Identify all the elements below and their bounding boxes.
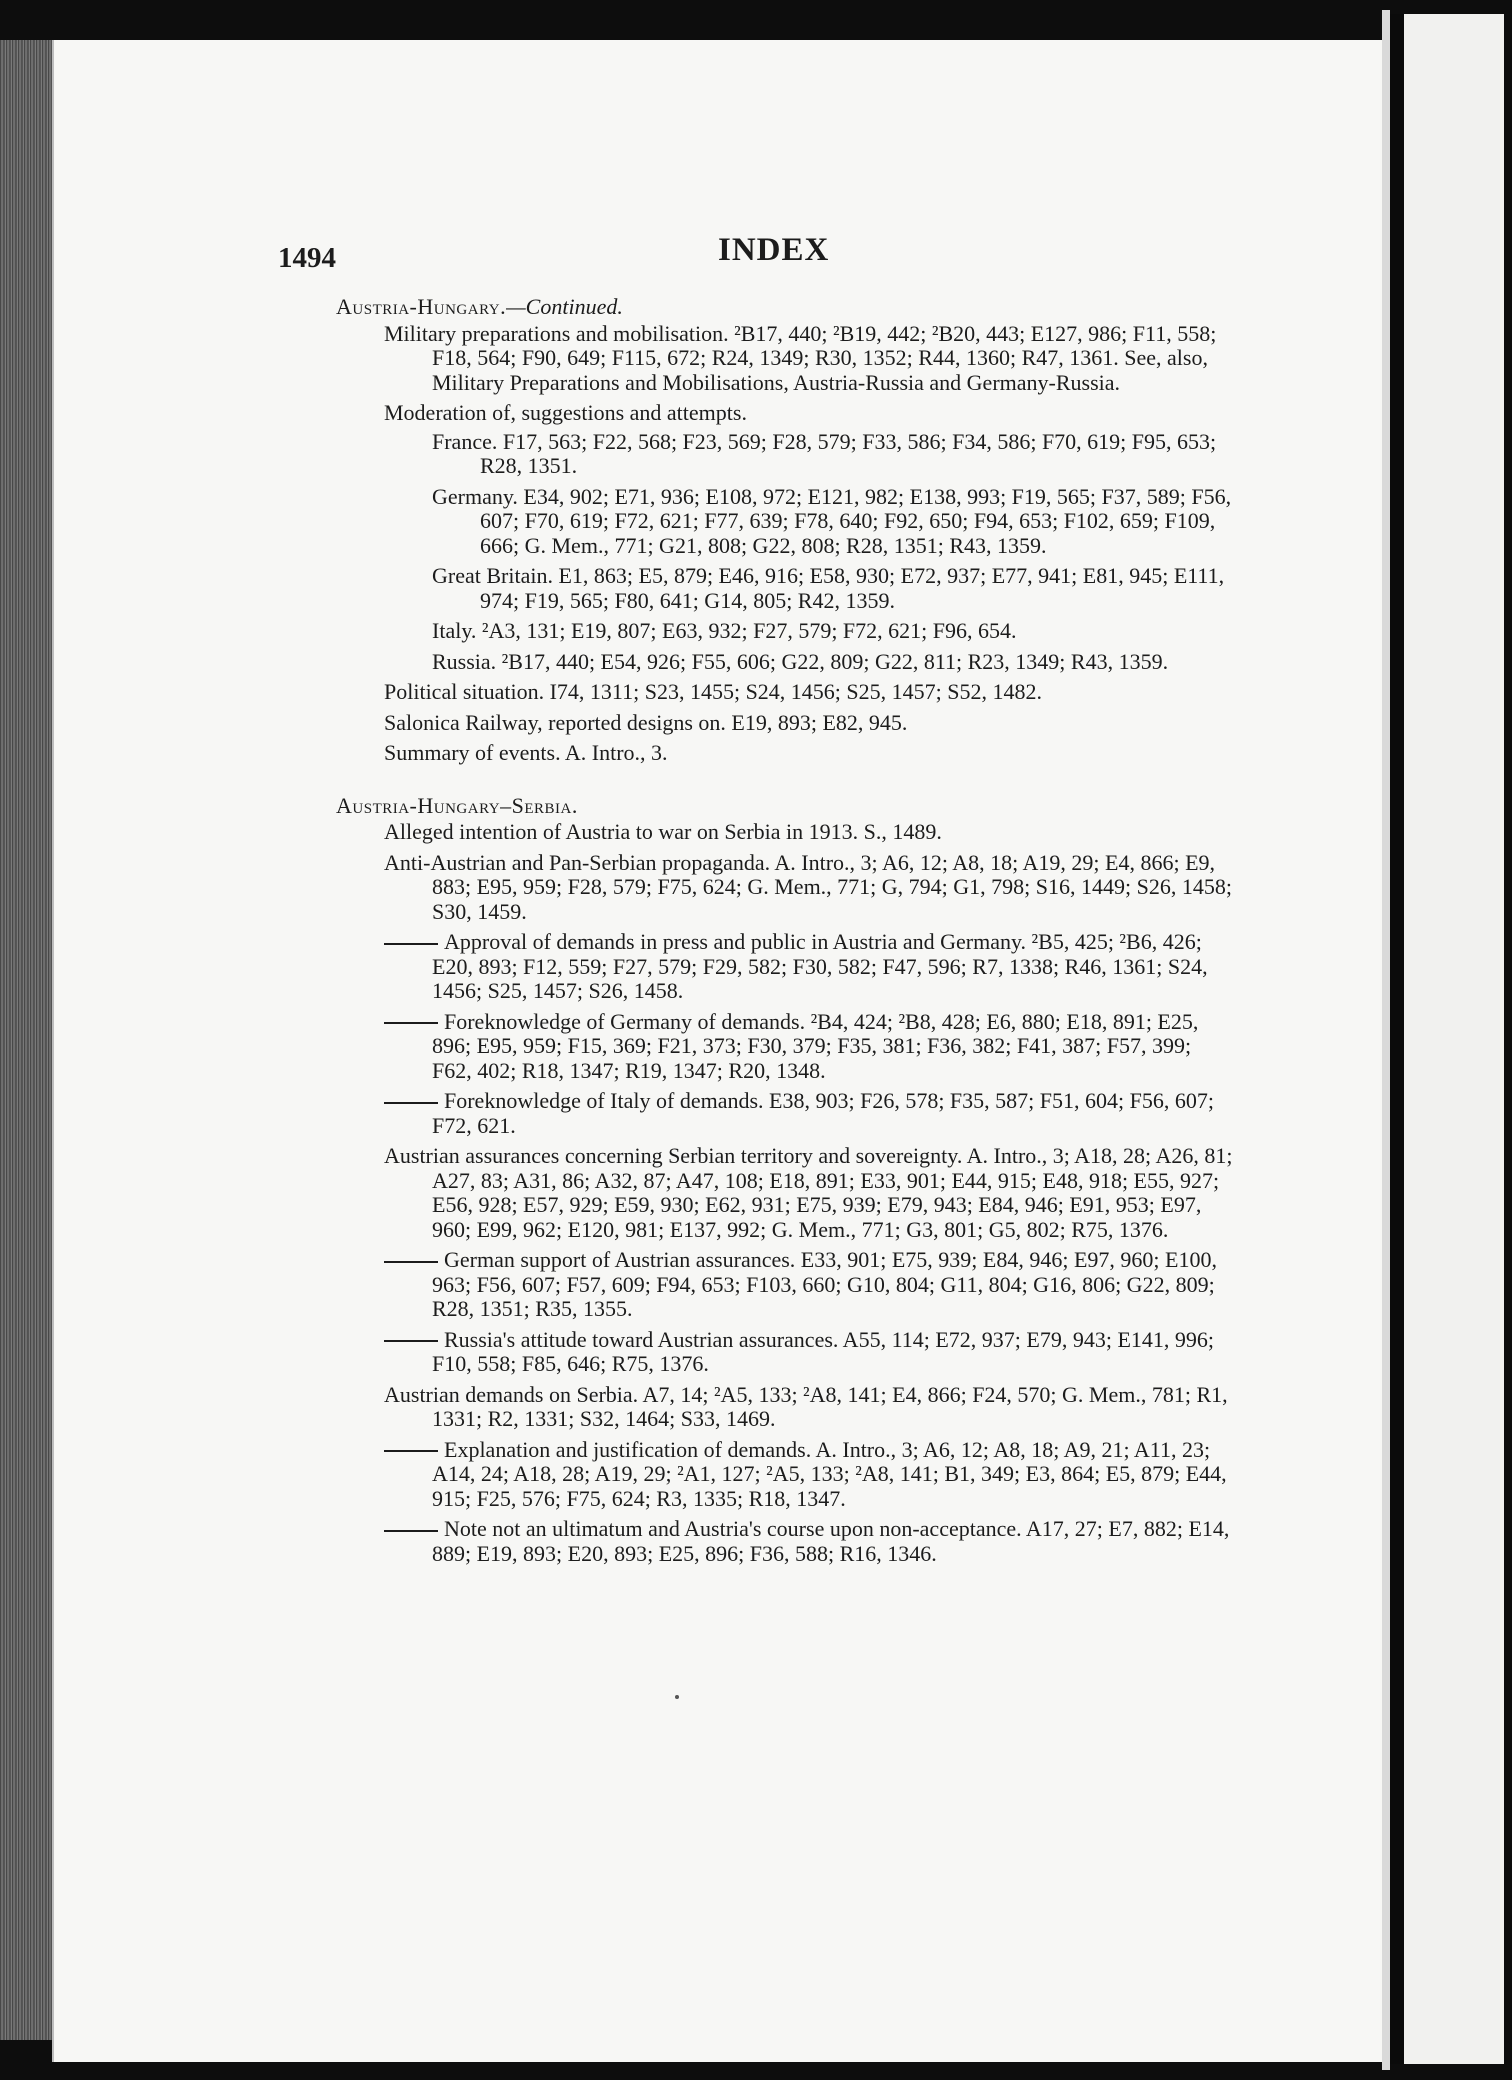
index-entry-continuation: [384, 1517, 1236, 1566]
index-entry: Austrian demands on Serbia. A7, 14; ²A5, 133; ²A8, 141; E4, 866; F24, 570; G. Mem., 781; R1, 1331; R2, 1331; S32, 1464; S33, 1469.: [384, 1381, 1228, 1431]
index-section: [336, 794, 1236, 1567]
index-entry-continuation: [384, 1248, 1236, 1322]
index-entry: Summary of events. A. Intro., 3.: [384, 740, 668, 765]
index-content: [336, 295, 1236, 1594]
page-header: [278, 232, 1228, 282]
index-entry: Anti-Austrian and Pan-Serbian propaganda. A. Intro., 3; A6, 12; A8, 18; A19, 29; E4, 866; E9, 883; E95, 959; F28, 579; F75, 624; G. Mem., 771; G, 794; G1, 798; S16, 1449; S26, 1458; S30, 1459.: [384, 849, 1232, 924]
ditto-dash: [384, 1450, 438, 1452]
ditto-dash: [384, 943, 438, 945]
entry-text: Explanation and justification of demands. A. Intro., 3; A6, 12; A8, 18; A9, 21; A11, 23; A14, 24; A18, 28; A19, 29; ²A1, 127; ²A5, 133; ²A8, 141; B1, 349; E3, 864; E5, 879; E44, 915; F25, 576; F75, 624; R3, 1335; R18, 1347.: [432, 1436, 1227, 1511]
index-entry-continuation: [384, 1438, 1236, 1512]
entry-text: Foreknowledge of Italy of demands. E38, 903; F26, 578; F35, 587; F51, 604; F56, 607; F72, 621.: [432, 1088, 1214, 1138]
ditto-dash: [384, 1102, 438, 1104]
entry-text: Note not an ultimatum and Austria's course upon non-acceptance. A17, 27; E7, 882; E14, 889; E19, 893; E20, 893; E25, 896; F36, 588; R16, 1346.: [432, 1516, 1230, 1566]
index-section: [336, 295, 1236, 766]
stray-mark: [675, 1695, 679, 1699]
index-entry: Moderation of, suggestions and attempts.: [384, 400, 747, 425]
entry-text: Foreknowledge of Germany of demands. ²B4, 424; ²B8, 428; E6, 880; E18, 891; E25, 896; E95, 959; F15, 369; F21, 373; F30, 379; F35, 381; F36, 382; F41, 387; F57, 399; F62, 402; R18, 1347; R19, 1347; R20, 1348.: [432, 1008, 1199, 1083]
section-heading: [336, 295, 1236, 320]
book-page-edges: [0, 40, 58, 2040]
page-title: INDEX: [718, 232, 830, 268]
section-heading-suffix: —Continued.: [506, 294, 623, 319]
index-subentry: Russia. ²B17, 440; E54, 926; F55, 606; G22, 809; G22, 811; R23, 1349; R43, 1359.: [432, 648, 1169, 674]
entry-text: German support of Austrian assurances. E33, 901; E75, 939; E84, 946; E97, 960; E100, 963; F56, 607; F57, 609; F94, 653; F103, 660; G10, 804; G11, 804; G16, 806; G22, 809; R28, 1351; R35, 1355.: [432, 1247, 1217, 1321]
section-heading-text: Austria-Hungary–Serbia.: [336, 792, 578, 818]
index-subentry: Italy. ²A3, 131; E19, 807; E63, 932; F27, 579; F72, 621; F96, 654.: [432, 618, 1017, 643]
section-heading: [336, 794, 1236, 819]
page-number: 1494: [278, 242, 336, 274]
index-entry-continuation: [384, 930, 1236, 1004]
ditto-dash: [384, 1530, 438, 1532]
index-subentry: Germany. E34, 902; E71, 936; E108, 972; E121, 982; E138, 993; F19, 565; F37, 589; F56, 607; F70, 619; F72, 621; F77, 639; F78, 640; F92, 650; F94, 653; F102, 659; F109, 666; G. Mem., 771; G21, 808; G22, 808; R28, 1351; R43, 1359.: [432, 483, 1232, 558]
facing-page-edge: [1390, 14, 1504, 2064]
index-entry-continuation: [384, 1328, 1236, 1377]
index-entry: Military preparations and mobilisation. ²B17, 440; ²B19, 442; ²B20, 443; E127, 986; F11, 558; F18, 564; F90, 649; F115, 672; R24, 1349; R30, 1352; R44, 1360; R47, 1361. See, also, Military Preparations and Mobilisations, Austria-Russia and Germany-Russia.: [384, 320, 1217, 395]
index-subentry: France. F17, 563; F22, 568; F23, 569; F28, 579; F33, 586; F34, 586; F70, 619; F95, 653; R28, 1351.: [432, 428, 1217, 478]
index-entry: Salonica Railway, reported designs on. E19, 893; E82, 945.: [384, 709, 908, 735]
ditto-dash: [384, 1261, 438, 1263]
ditto-dash: [384, 1022, 438, 1024]
index-entry: Alleged intention of Austria to war on Serbia in 1913. S., 1489.: [384, 819, 942, 844]
entry-text: Approval of demands in press and public in Austria and Germany. ²B5, 425; ²B6, 426; E20, 893; F12, 559; F27, 579; F29, 582; F30, 582; F47, 596; R7, 1338; R46, 1361; S24, 1456; S25, 1457; S26, 1458.: [432, 929, 1208, 1003]
ditto-dash: [384, 1340, 438, 1342]
index-entry-continuation: [384, 1089, 1236, 1138]
index-entry: Political situation. I74, 1311; S23, 1455; S24, 1456; S25, 1457; S52, 1482.: [384, 679, 1043, 704]
page-gutter: [1382, 10, 1390, 2070]
index-subentry: Great Britain. E1, 863; E5, 879; E46, 916; E58, 930; E72, 937; E77, 941; E81, 945; E111, 974; F19, 565; F80, 641; G14, 805; R42, 1359.: [432, 563, 1225, 613]
index-entry-continuation: [384, 1010, 1236, 1084]
entry-text: Russia's attitude toward Austrian assurances. A55, 114; E72, 937; E79, 943; E141, 996; F10, 558; F85, 646; R75, 1376.: [432, 1326, 1215, 1376]
index-entry: Austrian assurances concerning Serbian territory and sovereignty. A. Intro., 3; A18, 28; A26, 81; A27, 83; A31, 86; A32, 87; A47, 108; E18, 891; E33, 901; E44, 915; E48, 918; E55, 927; E56, 928; E57, 929; E59, 930; E62, 931; E75, 939; E79, 943; E84, 946; E91, 953; E97, 960; E99, 962; E120, 981; E137, 992; G. Mem., 771; G3, 801; G5, 802; R75, 1376.: [384, 1143, 1233, 1242]
section-heading-text: Austria-Hungary.: [336, 294, 507, 319]
